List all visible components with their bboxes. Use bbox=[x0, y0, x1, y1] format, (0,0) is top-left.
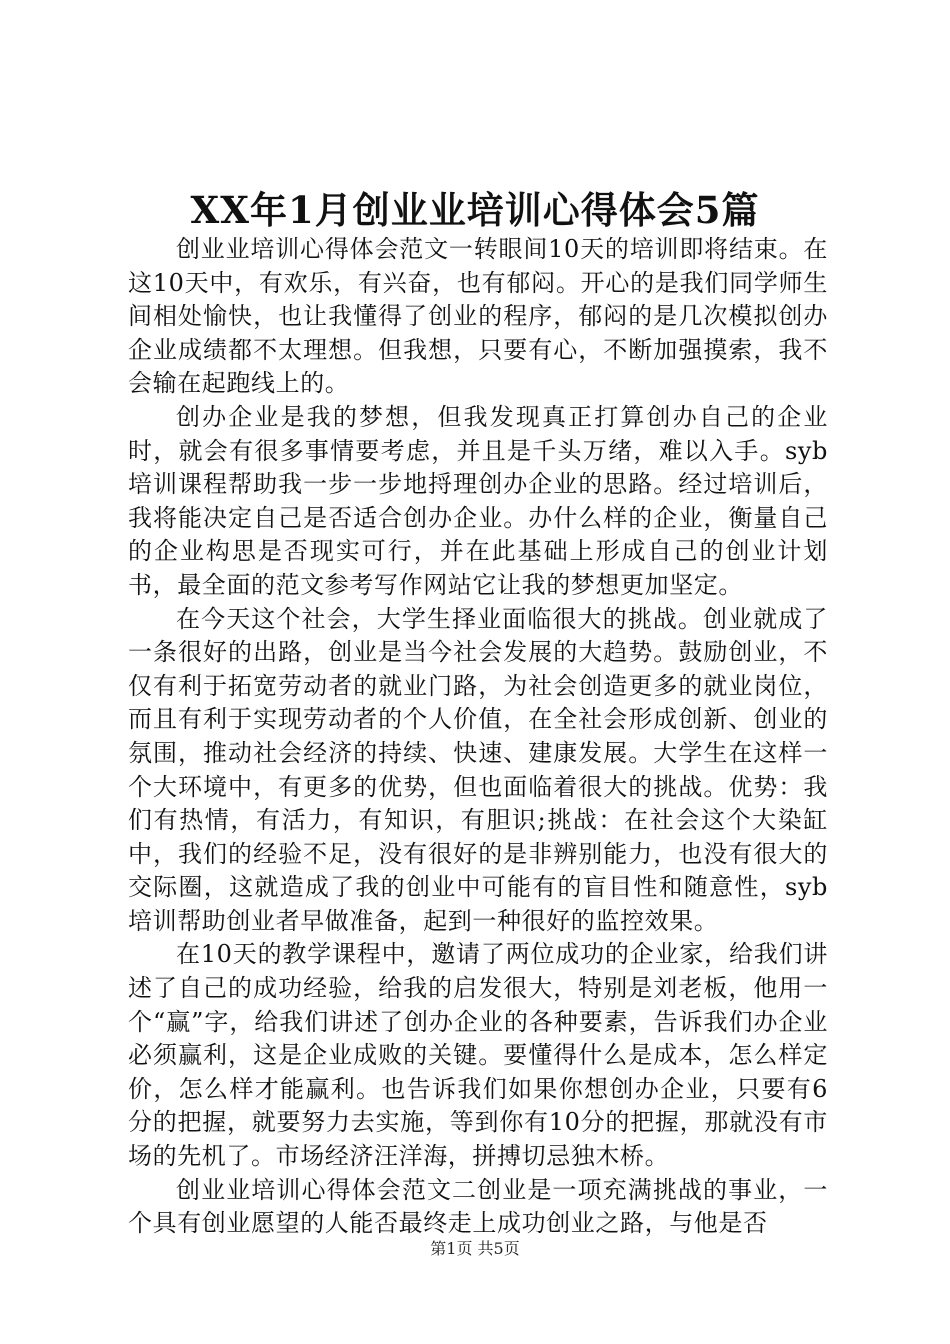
paragraph: 创业业培训心得体会范文二创业是一项充满挑战的事业，一个具有创业愿望的人能否最终走上成功创业之路，与他是否 bbox=[128, 1175, 828, 1238]
page-footer: 第1页 共5页 bbox=[430, 1239, 520, 1258]
paragraph: 在今天这个社会，大学生择业面临很大的挑战。创业就成了一条很好的出路，创业是当今社会发展的大趋势。鼓励创业，不仅有利于拓宽劳动者的就业门路，为社会创造更多的就业岗位，而且有利于实现劳动者的个人价值，在全社会形成创新、创业的氛围，推动社会经济的持续、快速、建康发展。大学生在这样一个大环境中，有更多的优势，但也面临着很大的挑战。优势：我们有热情，有活力，有知识，有胆识;挑战：在社会这个大染缸中，我们的经验不足，没有很好的是非辨别能力，也没有很大的交际圈，这就造成了我的创业中可能有的盲目性和随意性，syb培训帮助创业者早做准备，起到一种很好的监控效果。 bbox=[128, 604, 828, 935]
paragraph: 创业业培训心得体会范文一转眼间10天的培训即将结束。在这10天中，有欢乐，有兴奋，也有郁闷。开心的是我们同学师生间相处愉快，也让我懂得了创业的程序，郁闷的是几次模拟创办企业成绩都不太理想。但我想，只要有心，不断加强摸索，我不会输在起跑线上的。 bbox=[128, 235, 828, 398]
document-body bbox=[128, 233, 828, 1241]
paragraph: 在10天的教学课程中，邀请了两位成功的企业家，给我们讲述了自己的成功经验，给我的启发很大，特别是刘老板，他用一个“赢”字，给我们讲述了创办企业的各种要素，告诉我们办企业必须赢利，这是企业成败的关键。要懂得什么是成本，怎么样定价，怎么样才能赢利。也告诉我们如果你想创办企业，只要有6分的把握，就要努力去实施，等到你有10分的把握，那就没有市场的先机了。市场经济汪洋海，拼搏切忌独木桥。 bbox=[128, 940, 828, 1171]
paragraph: 创办企业是我的梦想，但我发现真正打算创办自己的企业时，就会有很多事情要考虑，并且是千头万绪，难以入手。syb培训课程帮助我一步一步地捋理创办企业的思路。经过培训后，我将能决定自己是否适合创办企业。办什么样的企业，衡量自己的企业构思是否现实可行，并在此基础上形成自己的创业计划书，最全面的范文参考写作网站它让我的梦想更加坚定。 bbox=[128, 402, 828, 599]
document-title: XX年1月创业业培训心得体会5篇 bbox=[190, 188, 760, 232]
